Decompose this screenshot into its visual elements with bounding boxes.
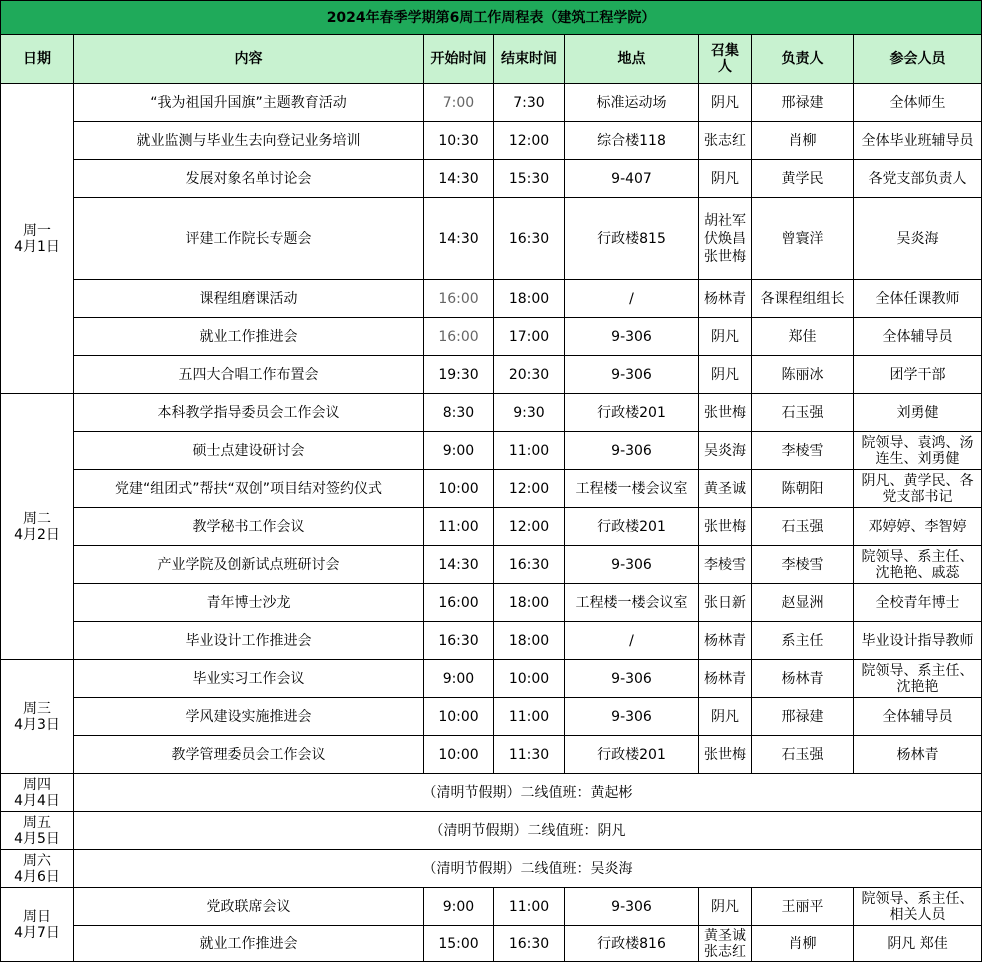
event-end: 9:30 — [494, 394, 565, 432]
table-row — [1, 356, 982, 394]
event-start: 15:00 — [424, 926, 494, 962]
event-convener: 黄圣诚 — [699, 470, 752, 508]
event-content: 青年博士沙龙 — [74, 584, 424, 622]
event-content: 党建“组团式”帮扶“双创”项目结对签约仪式 — [74, 470, 424, 508]
event-start: 9:00 — [424, 888, 494, 926]
event-content: 发展对象名单讨论会 — [74, 160, 424, 198]
event-convener: 阴凡 — [699, 160, 752, 198]
event-convener: 张志红 — [699, 122, 752, 160]
event-leader: 肖柳 — [752, 122, 854, 160]
event-start: 16:30 — [424, 622, 494, 660]
event-start: 7:00 — [424, 84, 494, 122]
event-start: 11:00 — [424, 508, 494, 546]
day-date: 4月1日 — [14, 238, 60, 255]
convener-name: 伏焕昌 — [704, 230, 746, 247]
event-end: 11:00 — [494, 888, 565, 926]
header-leader: 负责人 — [752, 35, 854, 84]
table-row — [1, 546, 982, 584]
attendees-line: 院领导、系主任、 — [861, 548, 974, 565]
event-place: 工程楼一楼会议室 — [565, 470, 699, 508]
event-attendees — [854, 432, 982, 470]
table-row — [1, 736, 982, 774]
event-place: 9-306 — [565, 888, 699, 926]
day-weekday: 周一 — [23, 222, 51, 239]
event-attendees: 全体毕业班辅导员 — [854, 122, 982, 160]
day-weekday: 周四 — [23, 776, 51, 793]
event-attendees: 各党支部负责人 — [854, 160, 982, 198]
event-place: 综合楼118 — [565, 122, 699, 160]
event-end: 18:00 — [494, 584, 565, 622]
event-attendees: 全体任课教师 — [854, 280, 982, 318]
event-end: 16:30 — [494, 546, 565, 584]
event-convener: 阴凡 — [699, 84, 752, 122]
event-end: 16:30 — [494, 198, 565, 280]
event-place: 工程楼一楼会议室 — [565, 584, 699, 622]
event-convener: 杨林青 — [699, 660, 752, 698]
day-cell-sat — [1, 850, 74, 888]
table-row — [1, 318, 982, 356]
event-end: 18:00 — [494, 622, 565, 660]
holiday-duty: （清明节假期）二线值班：黄起彬 — [74, 774, 982, 812]
attendees-line: 党支部书记 — [882, 488, 953, 505]
event-attendees: 全体师生 — [854, 84, 982, 122]
table-row — [1, 508, 982, 546]
event-convener: 阴凡 — [699, 888, 752, 926]
event-convener — [699, 198, 752, 280]
event-end: 17:00 — [494, 318, 565, 356]
event-convener — [699, 926, 752, 962]
event-end: 15:30 — [494, 160, 565, 198]
event-attendees — [854, 546, 982, 584]
event-attendees — [854, 660, 982, 698]
table-row — [1, 432, 982, 470]
holiday-duty: （清明节假期）二线值班：阴凡 — [74, 812, 982, 850]
event-convener: 杨林青 — [699, 280, 752, 318]
event-start: 14:30 — [424, 160, 494, 198]
event-start: 10:30 — [424, 122, 494, 160]
event-leader: 各课程组组长 — [752, 280, 854, 318]
day-date: 4月6日 — [14, 868, 60, 885]
event-content: 就业工作推进会 — [74, 318, 424, 356]
event-attendees: 吴炎海 — [854, 198, 982, 280]
attendees-line: 阴凡、黄学民、各 — [861, 472, 974, 489]
event-attendees — [854, 888, 982, 926]
event-content: 评建工作院长专题会 — [74, 198, 424, 280]
event-attendees: 全体辅导员 — [854, 318, 982, 356]
event-place: / — [565, 280, 699, 318]
event-attendees: 毕业设计指导教师 — [854, 622, 982, 660]
event-leader: 李棱雪 — [752, 432, 854, 470]
event-place: / — [565, 622, 699, 660]
attendees-line: 沈艳艳、戚蕊 — [875, 564, 960, 581]
event-leader: 邢禄建 — [752, 698, 854, 736]
event-leader: 赵显洲 — [752, 584, 854, 622]
table-row — [1, 774, 982, 812]
event-place: 9-306 — [565, 432, 699, 470]
day-date: 4月4日 — [14, 792, 60, 809]
event-end: 16:30 — [494, 926, 565, 962]
event-leader: 陈朝阳 — [752, 470, 854, 508]
attendees-line: 相关人员 — [889, 906, 946, 923]
table-title: 2024年春季学期第6周工作周程表（建筑工程学院） — [1, 1, 982, 35]
event-start: 14:30 — [424, 546, 494, 584]
event-leader: 李棱雪 — [752, 546, 854, 584]
event-leader: 陈丽冰 — [752, 356, 854, 394]
table-row — [1, 584, 982, 622]
event-content: 教学秘书工作会议 — [74, 508, 424, 546]
event-place: 标准运动场 — [565, 84, 699, 122]
event-attendees: 阴凡 郑佳 — [854, 926, 982, 962]
table-row — [1, 198, 982, 280]
event-leader: 王丽平 — [752, 888, 854, 926]
event-leader: 郑佳 — [752, 318, 854, 356]
event-content: 党政联席会议 — [74, 888, 424, 926]
event-end: 11:00 — [494, 698, 565, 736]
event-attendees: 刘勇健 — [854, 394, 982, 432]
event-end: 7:30 — [494, 84, 565, 122]
event-place: 9-306 — [565, 698, 699, 736]
event-start: 19:30 — [424, 356, 494, 394]
event-content: 硕士点建设研讨会 — [74, 432, 424, 470]
convener-name: 黄圣诚 — [704, 927, 746, 944]
event-leader: 石玉强 — [752, 736, 854, 774]
attendees-line: 院领导、系主任、 — [861, 890, 974, 907]
event-content: 五四大合唱工作布置会 — [74, 356, 424, 394]
event-start: 9:00 — [424, 432, 494, 470]
event-end: 11:00 — [494, 432, 565, 470]
attendees-line: 院领导、袁鸿、汤 — [861, 434, 974, 451]
event-content: 课程组磨课活动 — [74, 280, 424, 318]
table-row — [1, 122, 982, 160]
table-row — [1, 160, 982, 198]
event-leader: 肖柳 — [752, 926, 854, 962]
event-convener: 阴凡 — [699, 698, 752, 736]
event-start: 16:00 — [424, 318, 494, 356]
table-row — [1, 660, 982, 698]
event-attendees: 全校青年博士 — [854, 584, 982, 622]
convener-name: 张世梅 — [704, 248, 746, 265]
day-cell-wed — [1, 660, 74, 774]
header-attendees: 参会人员 — [854, 35, 982, 84]
event-start: 8:30 — [424, 394, 494, 432]
day-cell-thu — [1, 774, 74, 812]
event-convener: 张世梅 — [699, 508, 752, 546]
event-content: 就业工作推进会 — [74, 926, 424, 962]
event-leader: 系主任 — [752, 622, 854, 660]
event-convener: 杨林青 — [699, 622, 752, 660]
day-weekday: 周六 — [23, 852, 51, 869]
event-start: 10:00 — [424, 470, 494, 508]
event-attendees: 全体辅导员 — [854, 698, 982, 736]
event-place: 9-306 — [565, 660, 699, 698]
event-convener: 李棱雪 — [699, 546, 752, 584]
event-leader: 曾寰洋 — [752, 198, 854, 280]
event-end: 20:30 — [494, 356, 565, 394]
event-end: 12:00 — [494, 470, 565, 508]
event-place: 行政楼815 — [565, 198, 699, 280]
day-date: 4月2日 — [14, 526, 60, 543]
header-convener: 召集人 — [699, 35, 752, 84]
table-row — [1, 926, 982, 962]
event-content: 就业监测与毕业生去向登记业务培训 — [74, 122, 424, 160]
event-convener: 阴凡 — [699, 356, 752, 394]
day-weekday: 周三 — [23, 700, 51, 717]
event-start: 10:00 — [424, 698, 494, 736]
event-start: 16:00 — [424, 280, 494, 318]
event-leader: 黄学民 — [752, 160, 854, 198]
table-row — [1, 888, 982, 926]
event-attendees: 邓婷婷、李智婷 — [854, 508, 982, 546]
event-start: 10:00 — [424, 736, 494, 774]
day-cell-fri — [1, 812, 74, 850]
event-convener: 张世梅 — [699, 736, 752, 774]
event-leader: 邢禄建 — [752, 84, 854, 122]
event-convener: 阴凡 — [699, 318, 752, 356]
event-convener: 吴炎海 — [699, 432, 752, 470]
day-cell-mon — [1, 84, 74, 394]
event-place: 行政楼201 — [565, 508, 699, 546]
event-attendees: 杨林青 — [854, 736, 982, 774]
event-content: 产业学院及创新试点班研讨会 — [74, 546, 424, 584]
event-content: 教学管理委员会工作会议 — [74, 736, 424, 774]
table-row — [1, 698, 982, 736]
event-start: 14:30 — [424, 198, 494, 280]
day-date: 4月3日 — [14, 716, 60, 733]
convener-name: 张志红 — [704, 943, 746, 960]
attendees-line: 沈艳艳 — [896, 678, 939, 695]
attendees-line: 连生、刘勇健 — [875, 450, 960, 467]
event-start: 9:00 — [424, 660, 494, 698]
header-end: 结束时间 — [494, 35, 565, 84]
event-place: 9-407 — [565, 160, 699, 198]
event-content: “我为祖国升国旗”主题教育活动 — [74, 84, 424, 122]
day-date: 4月7日 — [14, 924, 60, 941]
event-attendees — [854, 470, 982, 508]
event-convener: 张日新 — [699, 584, 752, 622]
event-leader: 石玉强 — [752, 394, 854, 432]
day-cell-sun — [1, 888, 74, 962]
day-date: 4月5日 — [14, 830, 60, 847]
event-place: 9-306 — [565, 318, 699, 356]
table-row — [1, 850, 982, 888]
day-weekday: 周二 — [23, 510, 51, 527]
event-end: 12:00 — [494, 508, 565, 546]
holiday-duty: （清明节假期）二线值班：吴炎海 — [74, 850, 982, 888]
event-content: 学风建设实施推进会 — [74, 698, 424, 736]
event-leader: 石玉强 — [752, 508, 854, 546]
event-end: 11:30 — [494, 736, 565, 774]
event-start: 16:00 — [424, 584, 494, 622]
table-row — [1, 812, 982, 850]
day-weekday: 周五 — [23, 814, 51, 831]
table-row — [1, 84, 982, 122]
event-content: 本科教学指导委员会工作会议 — [74, 394, 424, 432]
attendees-line: 院领导、系主任、 — [861, 662, 974, 679]
event-content: 毕业实习工作会议 — [74, 660, 424, 698]
event-place: 行政楼201 — [565, 736, 699, 774]
header-content: 内容 — [74, 35, 424, 84]
table-row — [1, 470, 982, 508]
event-end: 10:00 — [494, 660, 565, 698]
table-row — [1, 622, 982, 660]
event-place: 9-306 — [565, 356, 699, 394]
day-cell-tue — [1, 394, 74, 660]
event-convener: 张世梅 — [699, 394, 752, 432]
table-row — [1, 394, 982, 432]
event-place: 行政楼816 — [565, 926, 699, 962]
header-place: 地点 — [565, 35, 699, 84]
header-date: 日期 — [1, 35, 74, 84]
event-place: 9-306 — [565, 546, 699, 584]
event-leader: 杨林青 — [752, 660, 854, 698]
convener-name: 胡社军 — [704, 212, 746, 229]
event-content: 毕业设计工作推进会 — [74, 622, 424, 660]
event-place: 行政楼201 — [565, 394, 699, 432]
event-end: 12:00 — [494, 122, 565, 160]
event-end: 18:00 — [494, 280, 565, 318]
table-row — [1, 280, 982, 318]
event-attendees: 团学干部 — [854, 356, 982, 394]
day-weekday: 周日 — [23, 908, 51, 925]
header-start: 开始时间 — [424, 35, 494, 84]
header-row — [1, 35, 982, 84]
